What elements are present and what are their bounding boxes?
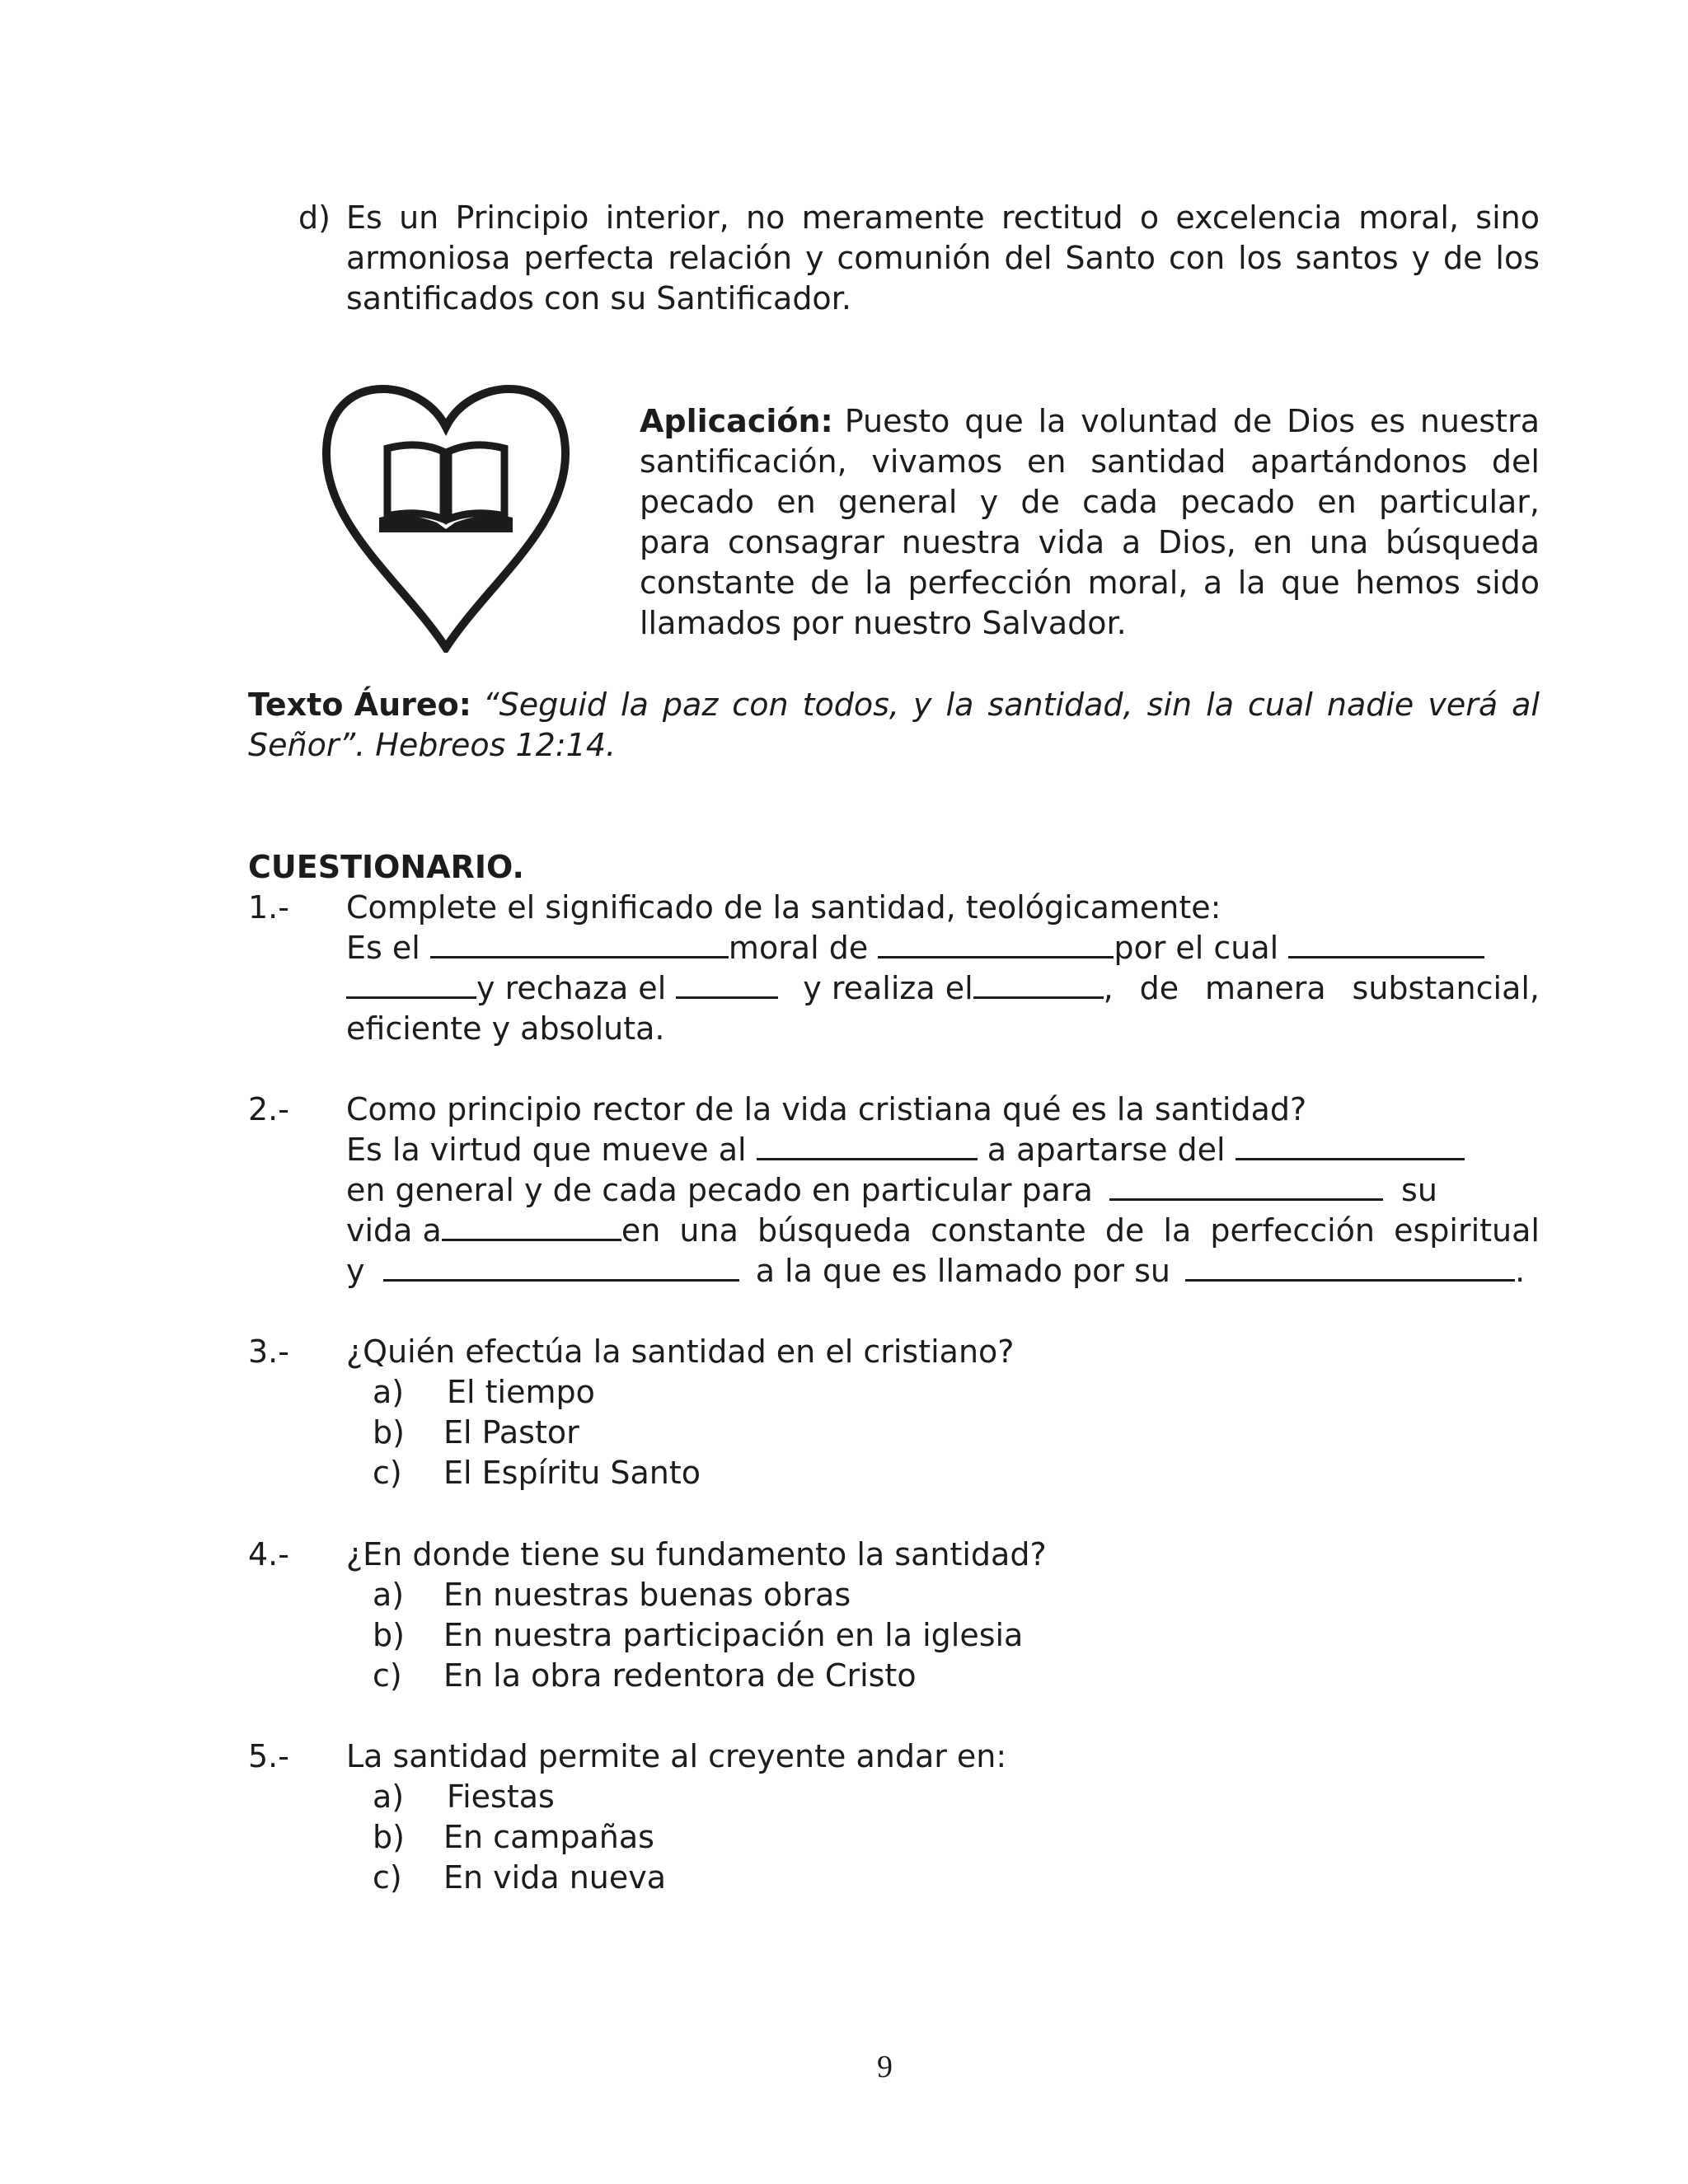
q3-option-a-letter: a) bbox=[373, 1374, 405, 1410]
question-4-number: 4.- bbox=[248, 1536, 289, 1572]
q1-text-7: eficiente y absoluta. bbox=[346, 1010, 665, 1047]
q1-blank-6[interactable] bbox=[973, 970, 1104, 999]
q5-option-a-letter: a) bbox=[373, 1779, 405, 1815]
q2-blank-4[interactable] bbox=[442, 1212, 621, 1241]
q3-option-c-text[interactable]: El Espíritu Santo bbox=[443, 1455, 701, 1491]
texto-aureo-quote-2: Señor”. Hebreos 12:14. bbox=[248, 727, 617, 763]
q1-blank-1[interactable] bbox=[430, 930, 729, 958]
q1-text-2: moral de bbox=[728, 930, 869, 966]
question-5-text: La santidad permite al creyente andar en: bbox=[346, 1738, 1007, 1774]
question-5-number: 5.- bbox=[248, 1738, 289, 1774]
question-2-line-3 bbox=[346, 1211, 1540, 1251]
q2-blank-5[interactable] bbox=[383, 1253, 739, 1282]
q2-text-5: vida a bbox=[346, 1212, 442, 1249]
q1-blank-2[interactable] bbox=[878, 930, 1114, 958]
aplicacion-line-3: pecado en general y de cada pecado en particular, bbox=[640, 484, 1540, 520]
q4-option-a-letter: a) bbox=[373, 1577, 405, 1613]
question-2-line-4 bbox=[346, 1251, 1525, 1291]
q4-option-c-text[interactable]: En la obra redentora de Cristo bbox=[443, 1657, 917, 1694]
q4-option-c-letter: c) bbox=[373, 1657, 402, 1694]
q1-text-4: y rechaza el bbox=[476, 970, 667, 1006]
question-1-line-2 bbox=[346, 968, 1540, 1009]
q1-text-5: y realiza el bbox=[803, 970, 973, 1006]
question-1-number: 1.- bbox=[248, 889, 289, 926]
aplicacion-line-1 bbox=[640, 401, 1540, 442]
q2-text-8: a la que es llamado por su bbox=[755, 1253, 1171, 1289]
q1-text-3: por el cual bbox=[1114, 930, 1279, 966]
cuestionario-title: CUESTIONARIO. bbox=[248, 849, 524, 885]
aplicacion-line-4: para consagrar nuestra vida a Dios, en una búsqueda bbox=[640, 524, 1540, 560]
q2-text-3: en general y de cada pecado en particular para bbox=[346, 1172, 1093, 1208]
question-3-number: 3.- bbox=[248, 1333, 289, 1370]
q2-text-4: su bbox=[1401, 1172, 1437, 1208]
q2-text-6: en una búsqueda constante de la perfección espiritual bbox=[621, 1212, 1540, 1249]
q4-option-b-text[interactable]: En nuestra participación en la iglesia bbox=[443, 1617, 1024, 1653]
q4-option-b-letter: b) bbox=[373, 1617, 405, 1653]
question-2-number: 2.- bbox=[248, 1091, 289, 1127]
question-2-line-2 bbox=[346, 1170, 1437, 1211]
texto-aureo-label: Texto Áureo: bbox=[248, 687, 471, 723]
q5-option-c-letter: c) bbox=[373, 1859, 402, 1896]
q3-option-b-text[interactable]: El Pastor bbox=[443, 1414, 579, 1451]
item-d-line-3: santificados con su Santificador. bbox=[346, 280, 851, 316]
q1-text-6: , de manera substancial, bbox=[1103, 970, 1540, 1006]
heart-with-open-book-icon bbox=[321, 369, 570, 653]
q5-option-a-text[interactable]: Fiestas bbox=[447, 1779, 555, 1815]
q5-option-b-text[interactable]: En campañas bbox=[443, 1819, 654, 1855]
item-d-marker: d) bbox=[298, 199, 331, 236]
question-4-text: ¿En donde tiene su fundamento la santidad? bbox=[346, 1536, 1047, 1572]
q3-option-b-letter: b) bbox=[373, 1414, 405, 1451]
texto-aureo-line-1 bbox=[248, 685, 1540, 725]
q2-blank-1[interactable] bbox=[757, 1132, 978, 1160]
q2-blank-6[interactable] bbox=[1185, 1253, 1515, 1282]
page-number: 9 bbox=[877, 2050, 893, 2084]
q2-blank-3[interactable] bbox=[1109, 1172, 1383, 1201]
aplicacion-label: Aplicación: bbox=[640, 403, 833, 439]
aplicacion-line-2: santificación, vivamos en santidad apartándonos del bbox=[640, 443, 1540, 480]
texto-aureo-quote-1: “Seguid la paz con todos, y la santidad, sin la cual nadie verá al bbox=[482, 687, 1540, 723]
q1-blank-4[interactable] bbox=[346, 970, 476, 999]
question-3-text: ¿Quién efectúa la santidad en el cristiano? bbox=[346, 1333, 1015, 1370]
q1-blank-5[interactable] bbox=[676, 970, 778, 999]
q1-text-1: Es el bbox=[346, 930, 420, 966]
q3-option-a-text[interactable]: El tiempo bbox=[447, 1374, 595, 1410]
q5-option-b-letter: b) bbox=[373, 1819, 405, 1855]
q2-text-1: Es la virtud que mueve al bbox=[346, 1132, 747, 1168]
item-d-line-2: armoniosa perfecta relación y comunión del Santo con los santos y de los bbox=[346, 240, 1540, 276]
aplicacion-line-6: llamados por nuestro Salvador. bbox=[640, 605, 1127, 641]
item-d-line-1: Es un Principio interior, no meramente rectitud o excelencia moral, sino bbox=[346, 199, 1540, 236]
question-1-line-1 bbox=[346, 928, 1484, 968]
q5-option-c-text[interactable]: En vida nueva bbox=[443, 1859, 667, 1896]
question-2-line-1 bbox=[346, 1130, 1465, 1170]
aplicacion-line-1-text: Puesto que la voluntad de Dios es nuestra bbox=[844, 403, 1540, 439]
q2-text-9: . bbox=[1515, 1253, 1526, 1289]
q1-blank-3[interactable] bbox=[1288, 930, 1484, 958]
question-1-text: Complete el significado de la santidad, teológicamente: bbox=[346, 889, 1221, 926]
q2-text-2: a apartarse del bbox=[987, 1132, 1226, 1168]
question-2-text: Como principio rector de la vida cristiana qué es la santidad? bbox=[346, 1091, 1307, 1127]
q2-blank-2[interactable] bbox=[1236, 1132, 1465, 1160]
q3-option-c-letter: c) bbox=[373, 1455, 402, 1491]
aplicacion-line-5: constante de la perfección moral, a la que hemos sido bbox=[640, 565, 1540, 601]
q4-option-a-text[interactable]: En nuestras buenas obras bbox=[443, 1577, 851, 1613]
q2-text-7: y bbox=[346, 1253, 365, 1289]
